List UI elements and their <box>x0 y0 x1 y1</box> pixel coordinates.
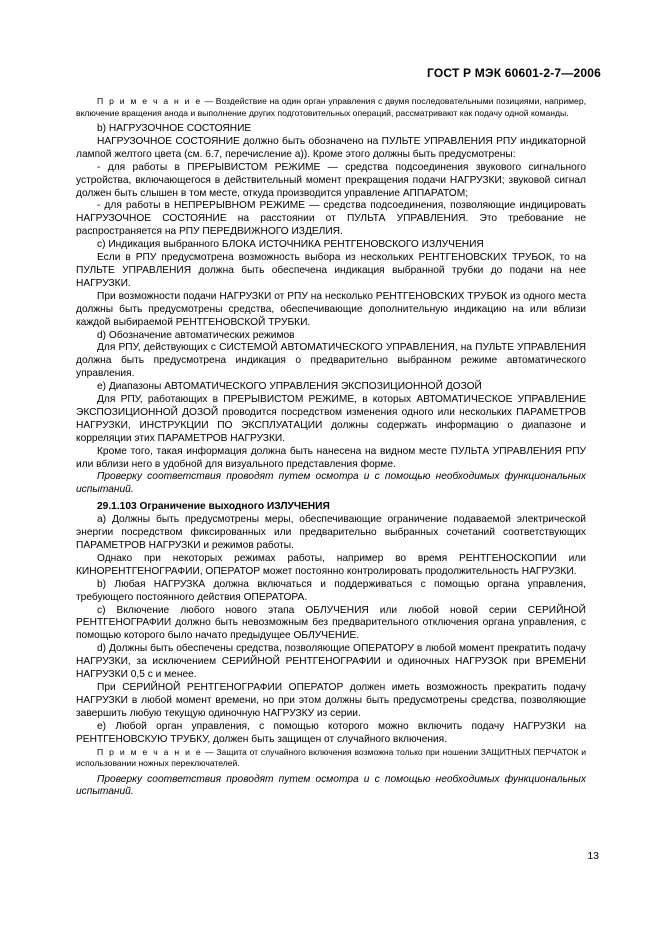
paragraph: d) Должны быть обеспечены средства, позволяющие ОПЕРАТОРУ в любой момент прекратить подачу НАГРУЗКИ, за исключением СЕРИЙНОЙ РЕНТГЕНОГРАФИИ и одиночных НАГРУЗОК при ВРЕМЕНИ НАГРУЗКИ 0,5 с и менее. <box>76 643 586 681</box>
compliance-check: Проверку соответствия проводят путем осмотра и с помощью необходимых функциональных испытаний. <box>76 773 586 798</box>
document-body <box>76 96 586 799</box>
page-number: 13 <box>587 850 599 862</box>
note-text: — Воздействие на один орган управления с двумя последовательными позициями, например, включение вращения анода и выполнение других подготовительных операций, рассматривают как подачу одной команды. <box>76 96 586 118</box>
paragraph: Если в РПУ предусмотрена возможность выбора из нескольких РЕНТГЕНОВСКИХ ТРУБОК, то на ПУЛЬТЕ УПРАВЛЕНИЯ должна быть обеспечена индикация выбранной трубки до подачи на нее НАГРУЗКИ. <box>76 252 586 289</box>
list-item: - для работы в ПРЕРЫВИСТОМ РЕЖИМЕ — средства подсоединения звукового сигнального устройства, включающегося в действительный момент прекращения подачи НАГРУЗКИ; звуковой сигнал должен быть слышен в том месте, откуда производится управление АППАРАТОМ; <box>76 161 586 199</box>
paragraph: Однако при некоторых режимах работы, например во время РЕНТГЕНОСКОПИИ или КИНОРЕНТГЕНОГРАФИИ, ОПЕРАТОР может постоянно контролировать продолжительность НАГРУЗКИ. <box>76 552 586 577</box>
paragraph: НАГРУЗОЧНОЕ СОСТОЯНИЕ должно быть обозначено на ПУЛЬТЕ УПРАВЛЕНИЯ РПУ индикаторной лампой желтого цвета (см. 6.7, перечисление а)). Кроме этого должны быть предусмотрены: <box>76 135 586 160</box>
compliance-check: Проверку соответствия проводят путем осмотра и с помощью необходимых функциональных испытаний. <box>76 471 586 496</box>
paragraph: Для РПУ, действующих с СИСТЕМОЙ АВТОМАТИЧЕСКОГО УПРАВЛЕНИЯ, на ПУЛЬТЕ УПРАВЛЕНИЯ должна быть предусмотрена индикация о предварительно выбранном режиме автоматического управления. <box>76 342 586 380</box>
item-c-heading: c) Индикация выбранного БЛОКА ИСТОЧНИКА РЕНТГЕНОВСКОГО ИЗЛУЧЕНИЯ <box>97 239 484 251</box>
note-label: П р и м е ч а н и е <box>97 746 203 757</box>
item-e-heading: e) Диапазоны АВТОМАТИЧЕСКОГО УПРАВЛЕНИЯ ЭКСПОЗИЦИОННОЙ ДОЗОЙ <box>97 381 482 393</box>
paragraph: b) Любая НАГРУЗКА должна включаться и поддерживаться с помощью органа управления, требующего постоянного действия ОПЕРАТОРА. <box>76 578 586 603</box>
item-d-heading: d) Обозначение автоматических режимов <box>97 329 295 341</box>
paragraph: Для РПУ, работающих в ПРЕРЫВИСТОМ РЕЖИМЕ, в которых АВТОМАТИЧЕСКОЕ УПРАВЛЕНИЕ ЭКСПОЗИЦИОННОЙ ДОЗОЙ проводится посредством изменения одного или нескольких ПАРАМЕТРОВ НАГРУЗКИ, ИНСТРУКЦИИ ПО ЭКСПЛУАТАЦИИ должны содержать информацию о диапазоне и корреляции этих ПАРАМЕТРОВ НАГРУЗКИ. <box>76 394 586 444</box>
paragraph: c) Включение любого нового этапа ОБЛУЧЕНИЯ или любой новой серии СЕРИЙНОЙ РЕНТГЕНОГРАФИИ должно быть невозможным без предварительного отключения органа управления, с помощью которого было начато предыдущее ОБЛУЧЕНИЕ. <box>76 604 586 642</box>
note-text: — Защита от случайного включения возможна только при ношении ЗАЩИТНЫХ ПЕРЧАТОК и использовании ножных переключателей. <box>76 746 587 768</box>
document-header: ГОСТ Р МЭК 60601-2-7—2006 <box>427 66 601 80</box>
paragraph: e) Любой орган управления, с помощью которого можно включить подачу НАГРУЗКИ на РЕНТГЕНОВСКУЮ ТРУБКУ, должен быть защищен от случайного включения. <box>76 720 586 745</box>
note-paragraph <box>76 747 586 770</box>
note-paragraph <box>76 96 586 119</box>
paragraph: Кроме того, такая информация должна быть нанесена на видном месте ПУЛЬТА УПРАВЛЕНИЯ РПУ или вблизи него в удобной для визуального представления форме. <box>76 445 586 470</box>
item-b-heading: b) НАГРУЗОЧНОЕ СОСТОЯНИЕ <box>97 123 252 134</box>
note-label: П р и м е ч а н и е <box>97 96 202 106</box>
paragraph: a) Должны быть предусмотрены меры, обеспечивающие ограничение подаваемой электрической энергии посредством фиксированных или предварительно выбранных сочетаний соответствующих ПАРАМЕТРОВ НАГРУЗКИ и режимов работы. <box>76 514 586 551</box>
paragraph: При возможности подачи НАГРУЗКИ от РПУ на несколько РЕНТГЕНОВСКИХ ТРУБОК из одного места должны быть предусмотрены средства, обеспечивающие дополнительную индикацию на или вблизи каждой выбираемой РЕНТГЕНОВСКОЙ ТРУБКИ. <box>76 290 586 328</box>
paragraph: При СЕРИЙНОЙ РЕНТГЕНОГРАФИИ ОПЕРАТОР должен иметь возможность прекратить подачу НАГРУЗКИ в любой момент времени, но при этом должны быть предусмотрены средства, позволяющие завершить любую текущую одиночную НАГРУЗКУ из серии. <box>76 681 586 719</box>
list-item: - для работы в НЕПРЕРЫВНОМ РЕЖИМЕ — средства подсоединения, позволяющие индицировать НАГРУЗОЧНОЕ СОСТОЯНИЕ на расстоянии от ПУЛЬТА УПРАВЛЕНИЯ. Это требование не распространяется на РПУ ПЕРЕДВИЖНОГО ИЗДЕЛИЯ. <box>76 200 586 238</box>
section-heading: 29.1.103 Ограничение выходного ИЗЛУЧЕНИЯ <box>97 501 330 513</box>
